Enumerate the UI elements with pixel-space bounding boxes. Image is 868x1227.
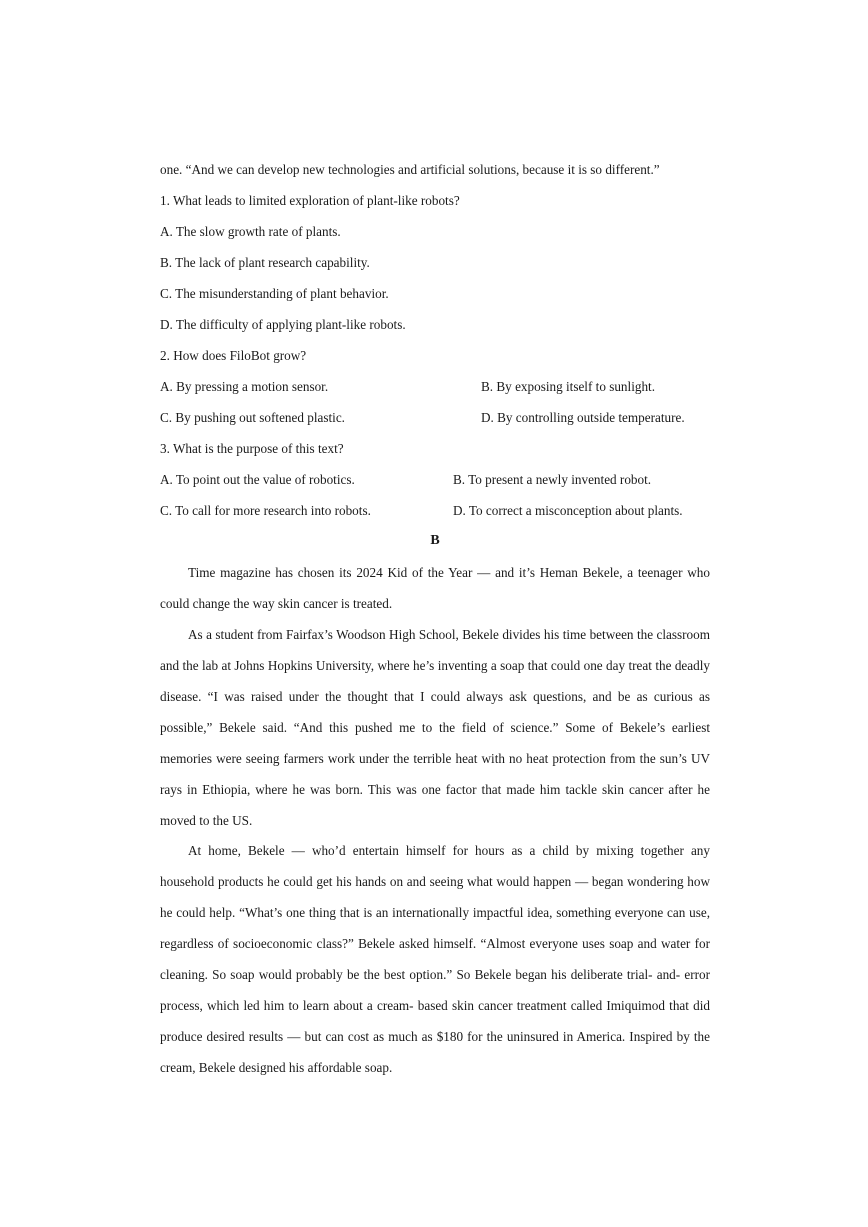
question-2-option-d: D. By controlling outside temperature. [481,410,685,425]
question-2-option-a: A. By pressing a motion sensor. [160,379,329,394]
question-3-stem: 3. What is the purpose of this text? [160,441,344,456]
question-1-stem: 1. What leads to limited exploration of plant-like robots? [160,193,460,208]
question-1-option-b: B. The lack of plant research capability. [160,255,370,270]
passage-paragraph-2: As a student from Fairfax’s Woodson High School, Bekele divides his time between the classroom and the lab at Johns Hopkins University, where he’s inventing a soap that could one day treat the deadly disease. “I was raised under the thought that I could always ask questions, and be as curious as possible,” Bekele said. “And this pushed me to the field of science.” Some of Bekele’s earliest memories were seeing farmers work under the terrible heat with no heat protection from the sun’s UV rays in Ethiopia, where he was born. This was one factor that made him tackle skin cancer after he moved to the US. [160,627,710,828]
question-2-option-c: C. By pushing out softened plastic. [160,410,345,425]
question-3-option-d: D. To correct a misconception about plants. [453,503,683,518]
passage-paragraph-1: Time magazine has chosen its 2024 Kid of the Year — and it’s Heman Bekele, a teenager who could change the way skin cancer is treated. [160,565,710,611]
section-heading: B [430,533,440,548]
question-2-stem: 2. How does FiloBot grow? [160,348,307,363]
question-3-option-a: A. To point out the value of robotics. [160,472,355,487]
passage-continuation-line: one. “And we can develop new technologies and artificial solutions, because it is so different.” [160,162,660,177]
question-1-option-a: A. The slow growth rate of plants. [160,224,341,239]
question-3-option-b: B. To present a newly invented robot. [453,472,652,487]
question-1-option-d: D. The difficulty of applying plant-like robots. [160,317,406,332]
passage-paragraph-3: At home, Bekele — who’d entertain himself for hours as a child by mixing together any household products he could get his hands on and seeing what would happen — began wondering how he could help. “What’s one thing that is an internationally impactful idea, something everyone can use, regardless of socioeconomic class?” Bekele asked himself. “Almost everyone uses soap and water for cleaning. So soap would probably be the best option.” So Bekele began his deliberate trial- and- error process, which led him to learn about a cream- based skin cancer treatment called Imiquimod that did produce desired results — but can cost as much as $180 for the uninsured in America. Inspired by the cream, Bekele designed his affordable soap. [160,843,710,1075]
question-1-option-c: C. The misunderstanding of plant behavior. [160,286,389,301]
question-3-option-c: C. To call for more research into robots. [160,503,371,518]
question-2-option-b: B. By exposing itself to sunlight. [481,379,656,394]
